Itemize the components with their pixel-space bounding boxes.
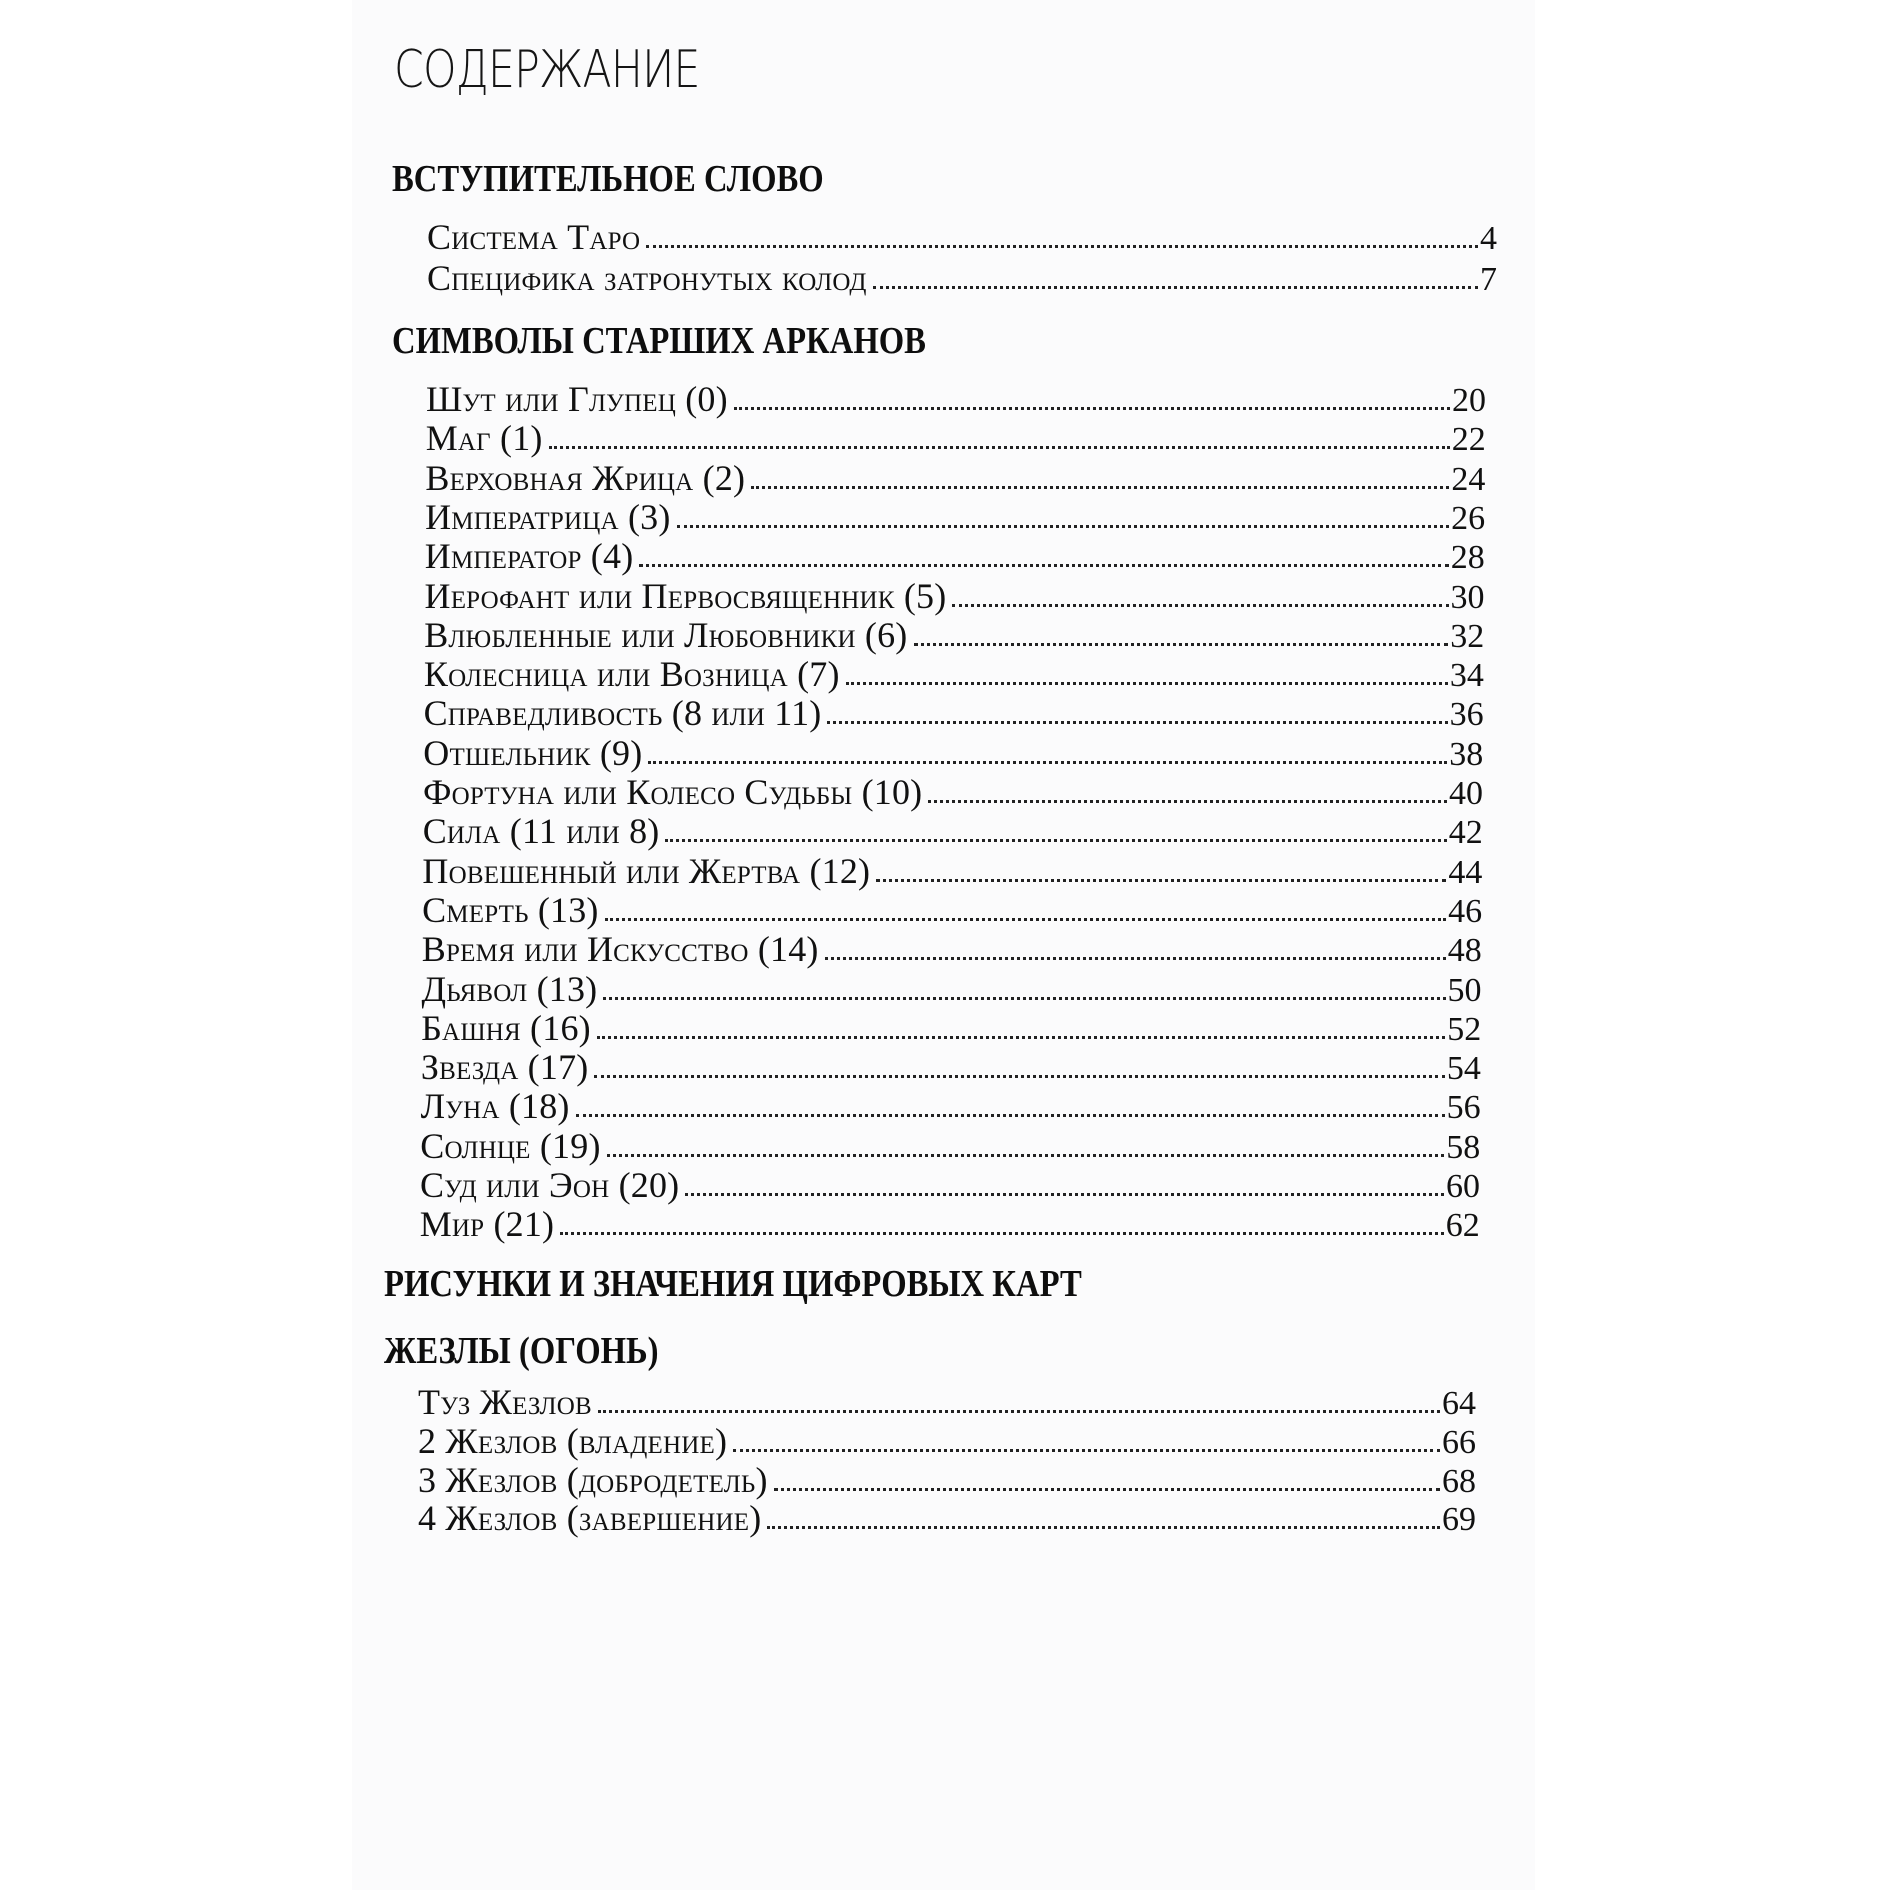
dot-leader [665,839,1446,842]
entry-label: Луна (18) [420,1086,570,1127]
page-number: 46 [1448,892,1483,930]
page-number: 42 [1448,814,1483,852]
toc-entry[interactable] [422,929,1482,969]
page-number: 32 [1450,617,1485,655]
entry-label: Звезда (17) [420,1047,589,1088]
dot-leader [549,446,1450,449]
entry-label: Отшельник (9) [423,732,643,773]
entry-label: Смерть (13) [422,889,599,930]
page-number: 40 [1449,775,1483,812]
dot-leader [597,1036,1445,1039]
page-number: 64 [1442,1385,1476,1422]
entry-label: Император (4) [424,536,634,577]
page-number: 62 [1445,1207,1480,1245]
toc-entry[interactable] [426,379,1486,419]
page-number: 7 [1480,261,1497,298]
page-number: 28 [1450,539,1485,577]
dot-leader [952,604,1448,607]
dot-leader [560,1232,1443,1235]
toc-entry[interactable] [421,1008,1481,1048]
entry-label: Колесница или Возница (7) [423,654,840,695]
toc-entry[interactable] [425,576,1485,616]
section-heading-number-cards: РИСУНКИ И ЗНАЧЕНИЯ ЦИФРОВЫХ КАРТ [384,1263,1082,1305]
dot-leader [685,1193,1444,1196]
entry-label: Мир (21) [419,1204,555,1245]
entry-label: Влюбленные или Любовники (6) [424,614,908,655]
page-number: 20 [1452,382,1486,419]
page-number: 66 [1442,1423,1476,1461]
dot-leader [594,1075,1444,1078]
dot-leader [846,682,1448,685]
dot-leader [774,1488,1440,1491]
page-number: 50 [1447,971,1482,1009]
dot-leader [605,918,1446,921]
toc-entry[interactable] [423,772,1483,812]
dot-leader [767,1526,1440,1529]
entry-label: Дьявол (13) [421,968,598,1009]
entry-label: Иерофант или Первосвященник (5) [424,575,947,616]
toc-entry[interactable] [422,969,1482,1009]
dot-leader [598,1410,1440,1413]
dot-leader [928,800,1447,803]
dot-leader [873,286,1478,289]
page-number: 4 [1480,220,1497,257]
toc-entry[interactable] [420,1165,1480,1205]
dot-leader [603,997,1445,1000]
toc-entry[interactable] [422,851,1482,891]
entry-label: Императрица (3) [425,496,671,537]
entry-label: Башня (16) [421,1007,591,1048]
toc-entry[interactable] [421,1047,1481,1087]
page-number: 34 [1449,657,1484,695]
entry-label: Система Таро [427,217,641,257]
entry-label: 3 Жезлов (добродетель) [418,1459,768,1500]
toc-entry[interactable] [418,1421,1476,1461]
entry-label: 4 Жезлов (завершение) [418,1498,762,1539]
toc-entry[interactable] [424,693,1484,733]
toc-entry[interactable] [420,1204,1480,1244]
toc-entry[interactable] [427,258,1497,298]
dot-leader [677,525,1450,528]
page-number: 54 [1446,1050,1481,1088]
toc-entry[interactable] [425,497,1485,537]
section-heading-intro: ВСТУПИТЕЛЬНОЕ СЛОВО [392,158,824,200]
toc-entry[interactable] [422,890,1482,930]
page-number: 69 [1442,1501,1476,1539]
entry-label: Верховная Жрица (2) [425,457,746,498]
toc-entry[interactable] [423,811,1483,851]
entry-label: Специфика затронутых колод [427,258,867,298]
entry-label: Суд или Эон (20) [420,1165,680,1205]
toc-entry[interactable] [423,733,1483,773]
toc-entry[interactable] [418,1382,1476,1422]
entry-label: 2 Жезлов (владение) [418,1420,728,1461]
toc-entry[interactable] [418,1498,1476,1538]
dot-leader [914,643,1449,646]
dot-leader [734,407,1450,410]
section-heading-major-arcana: СИМВОЛЫ СТАРШИХ АРКАНОВ [392,320,926,362]
entry-label: Солнце (19) [420,1125,601,1166]
dot-leader [576,1114,1445,1117]
toc-entry[interactable] [427,217,1497,257]
page-number: 36 [1449,696,1484,734]
dot-leader [825,957,1446,960]
toc-entry[interactable] [425,536,1485,576]
dot-leader [876,879,1446,882]
toc-entry[interactable] [420,1126,1480,1166]
dot-leader [639,564,1448,567]
page-number: 60 [1446,1168,1480,1205]
section-heading-wands: ЖЕЗЛЫ (ОГОНЬ) [384,1330,659,1372]
page-number: 52 [1447,1010,1482,1048]
dot-leader [827,721,1447,724]
dot-leader [607,1154,1445,1157]
entry-label: Справедливость (8 или 11) [423,693,822,734]
toc-entry[interactable] [425,458,1485,498]
entry-label: Время или Искусство (14) [421,929,819,970]
dot-leader [648,761,1447,764]
dot-leader [751,486,1449,489]
entry-label: Сила (11 или 8) [422,811,660,852]
toc-entry[interactable] [426,418,1486,458]
page-number: 22 [1451,421,1486,459]
entry-label: Фортуна или Колесо Судьбы (10) [423,772,923,812]
page-number: 44 [1448,853,1483,891]
page-number: 68 [1442,1462,1476,1500]
page-number: 56 [1446,1089,1481,1127]
entry-label: Туз Жезлов [418,1382,592,1422]
toc-entry[interactable] [421,1086,1481,1126]
toc-entry[interactable] [418,1460,1476,1500]
page-number: 38 [1449,735,1484,773]
entry-label: Шут или Глупец (0) [426,379,728,419]
page-number: 26 [1451,499,1486,537]
dot-leader [646,245,1478,248]
page-title: СОДЕРЖАНИЕ [394,40,700,100]
page-number: 58 [1446,1128,1481,1166]
toc-entry[interactable] [424,654,1484,694]
entry-label: Маг (1) [425,418,543,459]
page-number: 48 [1447,932,1482,970]
entry-label: Повешенный или Жертва (12) [422,850,871,891]
dot-leader [733,1449,1440,1452]
page-number: 24 [1451,460,1486,498]
toc-entry[interactable] [424,615,1484,655]
page-number: 30 [1450,578,1485,616]
